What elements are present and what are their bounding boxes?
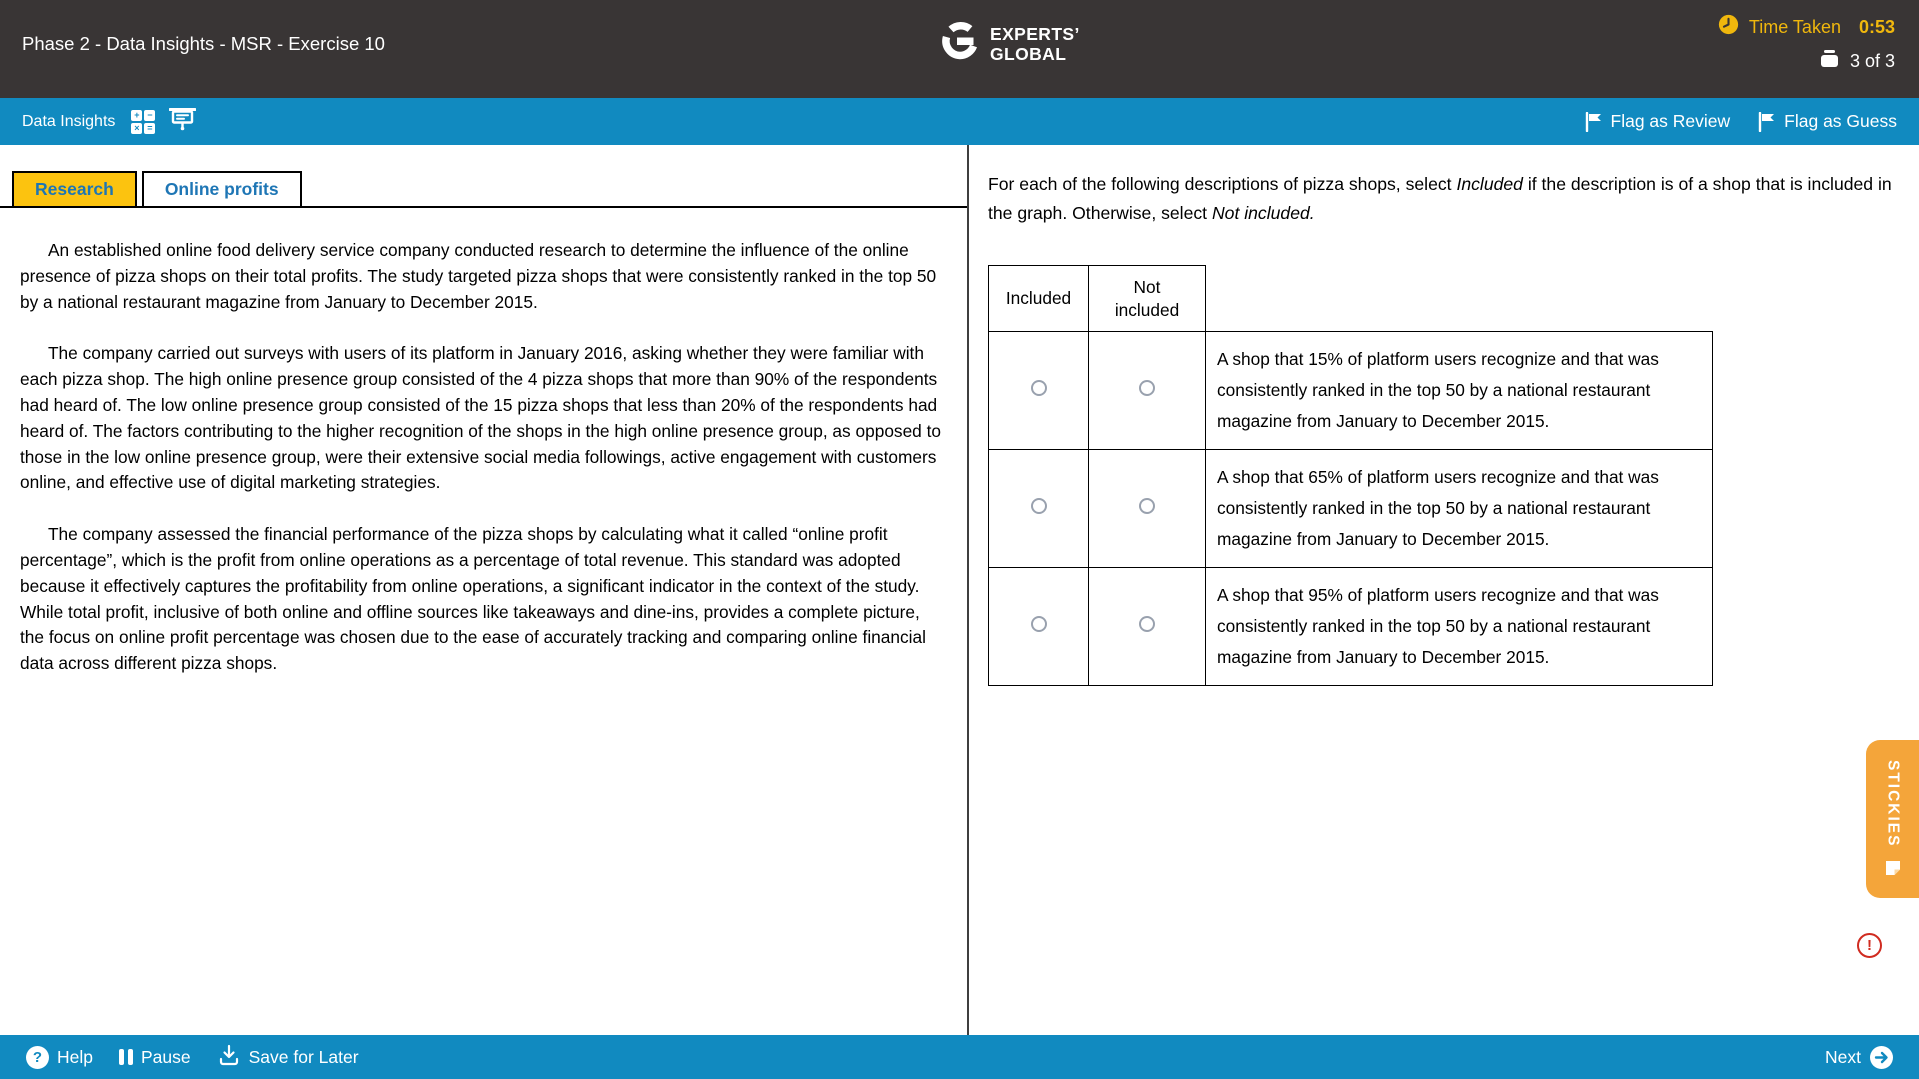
answer-table (988, 265, 1713, 686)
cell-not-included-row2 (1089, 450, 1206, 568)
pause-icon (119, 1049, 133, 1065)
included-term: Included (1456, 174, 1523, 194)
time-taken-label: Time Taken (1748, 16, 1841, 37)
section-toolbar (0, 98, 1919, 145)
clock-icon (1718, 14, 1739, 40)
radio-not-included-row1[interactable] (1139, 380, 1155, 396)
column-header-not-included: Not included (1089, 266, 1206, 332)
description-row3: A shop that 95% of platform users recognize and that was consistently ranked in the top 50 by a national restaurant magazine from January to December 2015. (1206, 568, 1713, 686)
top-bar (0, 0, 1919, 98)
radio-not-included-row2[interactable] (1139, 498, 1155, 514)
cell-included-row3 (989, 568, 1089, 686)
cell-included-row2 (989, 450, 1089, 568)
description-row2: A shop that 65% of platform users recognize and that was consistently ranked in the top 50 by a national restaurant magazine from January to December 2015. (1206, 450, 1713, 568)
passage-paragraph: The company assessed the financial performance of the pizza shops by calculating what it called “online profit percentage”, which is the profit from online operations as a percentage of total revenue. This standard was adopted because it effectively captures the profitability from online operations, a significant indicator in the context of the study. While total profit, inclusive of both online and offline sources like takeaways and dine-ins, provides a complete picture, the focus on online profit percentage was chosen due to the ease of accurately tracking and comparing online financial data across different pizza shops. (20, 524, 926, 674)
bottom-bar (0, 1035, 1919, 1079)
help-button[interactable]: ? Help (26, 1046, 93, 1069)
next-button[interactable]: Next (1825, 1046, 1893, 1069)
calculator-icon[interactable]: + − × = (131, 110, 155, 134)
whiteboard-icon[interactable] (169, 107, 196, 136)
cell-not-included-row3 (1089, 568, 1206, 686)
question-progress (1818, 49, 1895, 73)
logo-text: EXPERTS’ GLOBAL (990, 23, 1080, 64)
table-row (989, 568, 1713, 686)
stickies-label: STICKIES (1884, 760, 1902, 848)
passage (0, 208, 967, 677)
main-content (0, 145, 1919, 1035)
logo-g-icon (940, 21, 980, 66)
radio-included-row1[interactable] (1031, 380, 1047, 396)
flag-as-review-button[interactable]: Flag as Review (1585, 111, 1731, 132)
answer-table-header-row (989, 266, 1713, 332)
flag-as-guess-button[interactable]: Flag as Guess (1758, 111, 1897, 132)
time-taken-value: 0:53 (1858, 16, 1895, 37)
column-header-included: Included (989, 266, 1089, 332)
cell-not-included-row1 (1089, 332, 1206, 450)
section-label: Data Insights (22, 112, 116, 130)
header-meta (1718, 14, 1895, 73)
sticky-note-icon (1883, 858, 1903, 878)
time-taken (1718, 14, 1895, 40)
question-panel (969, 145, 1919, 1035)
flag-icon (1585, 112, 1603, 132)
question-stack-icon (1818, 49, 1841, 73)
tab-online-profits[interactable]: Online profits (142, 171, 302, 206)
radio-not-included-row3[interactable] (1139, 616, 1155, 632)
radio-included-row3[interactable] (1031, 616, 1047, 632)
pause-button[interactable]: Pause (119, 1047, 191, 1068)
next-arrow-icon (1870, 1046, 1893, 1069)
flag-actions (1585, 111, 1897, 132)
column-header-spacer (1206, 266, 1713, 332)
alert-icon[interactable]: ! (1857, 933, 1882, 958)
download-icon (217, 1044, 241, 1071)
passage-paragraph: The company carried out surveys with users of its platform in January 2016, asking whether they were familiar with each pizza shop. The high online presence group consisted of the 4 pizza shops that more than 90% of the respondents had heard of. The low online presence group consisted of the 15 pizza shops that less than 20% of the respondents had heard of. The factors contributing to the higher recognition of the shops in the high online presence group, as opposed to those in the low online presence group, were their extensive social media followings, active engagement with customers online, and effective use of digital marketing strategies. (20, 343, 942, 493)
save-for-later-button[interactable]: Save for Later (217, 1044, 359, 1071)
exercise-title: Phase 2 - Data Insights - MSR - Exercise 10 (22, 33, 385, 54)
table-row (989, 332, 1713, 450)
source-panel (0, 145, 969, 1035)
radio-included-row2[interactable] (1031, 498, 1047, 514)
not-included-term: Not included. (1211, 203, 1315, 223)
experts-global-logo (940, 21, 1080, 66)
stickies-tab[interactable] (1866, 740, 1919, 898)
passage-paragraph: An established online food delivery service company conducted research to determine the influence of the online presence of pizza shops on their total profits. The study targeted pizza shops that were consistently ranked in the top 50 by a national restaurant magazine from January to December 2015. (20, 240, 937, 312)
description-row1: A shop that 15% of platform users recognize and that was consistently ranked in the top 50 by a national restaurant magazine from January to December 2015. (1206, 332, 1713, 450)
flag-icon (1758, 112, 1776, 132)
question-progress-label: 3 of 3 (1849, 50, 1895, 71)
question-prompt: For each of the following descriptions of pizza shops, select Included if the description is of a shop that is included in the graph. Otherwise, select Not included. (988, 174, 1892, 223)
help-icon: ? (26, 1046, 49, 1069)
source-tabs (0, 171, 967, 208)
tab-research[interactable]: Research (12, 171, 137, 206)
table-row (989, 450, 1713, 568)
cell-included-row1 (989, 332, 1089, 450)
